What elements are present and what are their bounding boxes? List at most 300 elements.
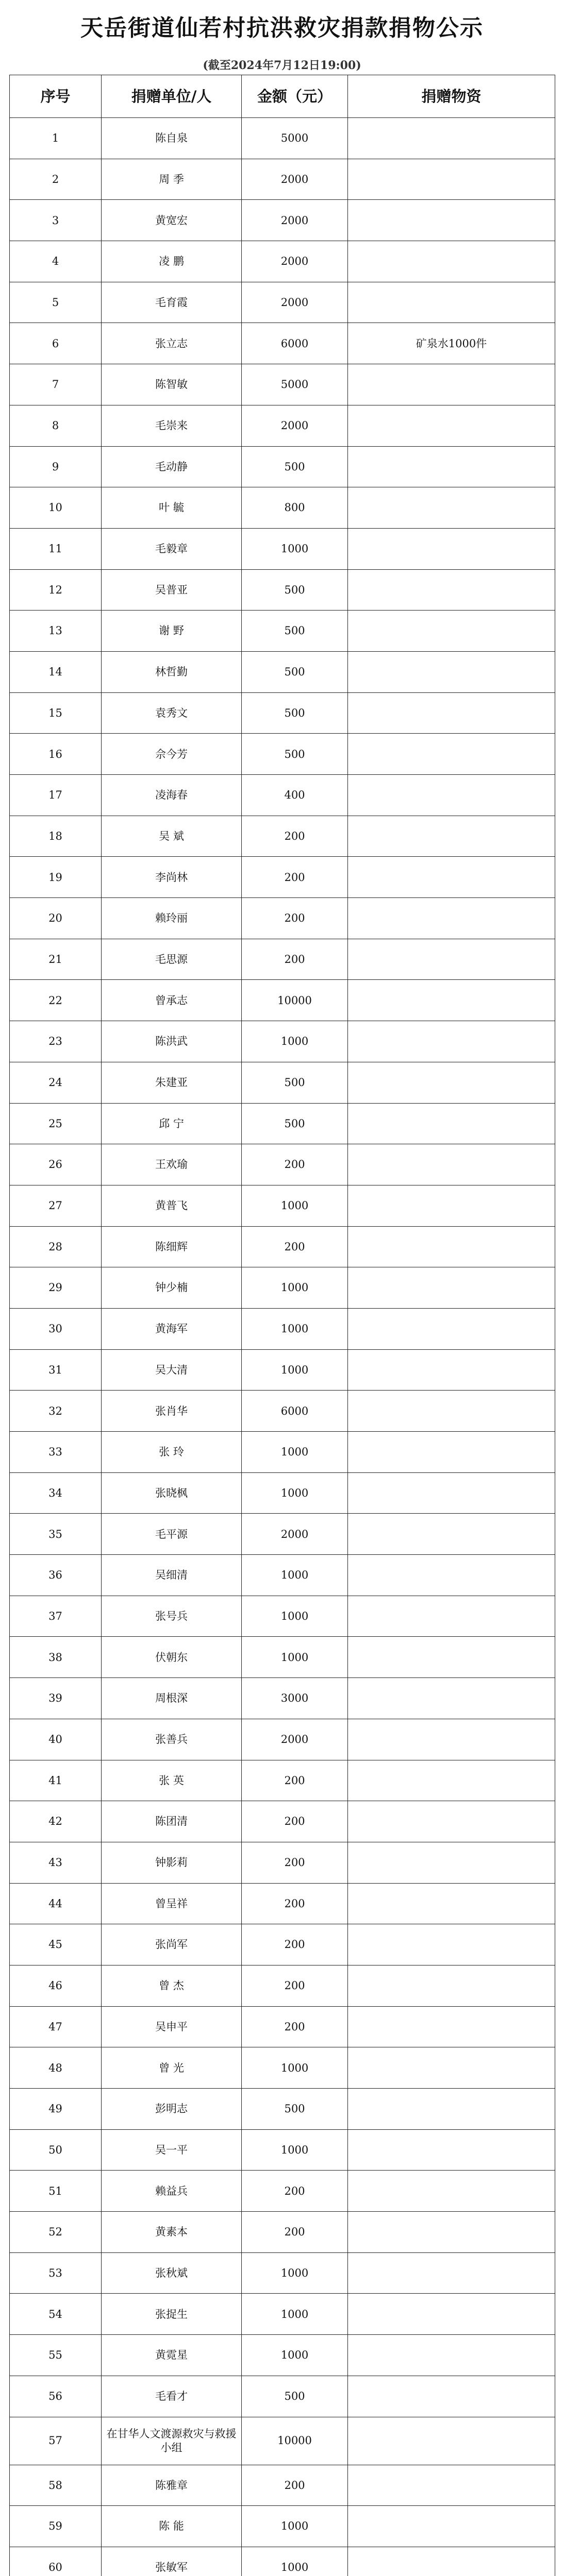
row-number-cell: 48 — [10, 2047, 102, 2089]
amount-cell: 200 — [242, 939, 348, 980]
row-number-cell: 14 — [10, 651, 102, 692]
amount-cell: 500 — [242, 651, 348, 692]
goods-cell — [348, 1719, 555, 1760]
goods-cell — [348, 2417, 555, 2465]
row-number-cell: 10 — [10, 487, 102, 529]
donor-name-cell: 钟少楠 — [102, 1267, 242, 1309]
table-row — [10, 2006, 555, 2047]
table-row — [10, 692, 555, 734]
goods-cell — [348, 118, 555, 159]
table-row — [10, 200, 555, 241]
table-row — [10, 364, 555, 405]
goods-cell — [348, 980, 555, 1021]
table-row — [10, 2506, 555, 2547]
donor-name-cell: 张秋斌 — [102, 2252, 242, 2294]
row-number-cell: 58 — [10, 2465, 102, 2506]
table-row — [10, 775, 555, 816]
row-number-cell: 36 — [10, 1555, 102, 1596]
table-row — [10, 2047, 555, 2089]
amount-cell: 200 — [242, 2212, 348, 2253]
amount-cell: 2000 — [242, 1719, 348, 1760]
row-number-cell: 60 — [10, 2547, 102, 2576]
amount-cell: 2000 — [242, 405, 348, 446]
donor-name-cell: 毛看才 — [102, 2376, 242, 2417]
amount-cell: 800 — [242, 487, 348, 529]
goods-cell — [348, 1391, 555, 1432]
table-row — [10, 1185, 555, 1226]
row-number-cell: 40 — [10, 1719, 102, 1760]
table-row — [10, 1349, 555, 1391]
row-number-cell: 20 — [10, 898, 102, 939]
table-row — [10, 1267, 555, 1309]
goods-cell — [348, 939, 555, 980]
row-number-cell: 54 — [10, 2294, 102, 2335]
amount-cell: 400 — [242, 775, 348, 816]
donor-name-cell: 张尚军 — [102, 1924, 242, 1965]
goods-cell — [348, 569, 555, 611]
amount-cell: 2000 — [242, 282, 348, 323]
donor-name-cell: 谢 野 — [102, 611, 242, 652]
amount-cell: 200 — [242, 2006, 348, 2047]
table-row — [10, 734, 555, 775]
row-number-cell: 49 — [10, 2089, 102, 2130]
table-row — [10, 1842, 555, 1883]
donor-name-cell: 在甘华人文渡源救灾与救援小组 — [102, 2417, 242, 2465]
goods-cell — [348, 1432, 555, 1473]
donor-name-cell: 曾呈祥 — [102, 1883, 242, 1924]
row-number-cell: 33 — [10, 1432, 102, 1473]
donor-name-cell: 吴细清 — [102, 1555, 242, 1596]
donor-name-cell: 陈团清 — [102, 1801, 242, 1842]
row-number-cell: 7 — [10, 364, 102, 405]
amount-cell: 200 — [242, 1226, 348, 1267]
amount-cell: 3000 — [242, 1678, 348, 1719]
row-number-cell: 17 — [10, 775, 102, 816]
amount-cell: 1000 — [242, 1637, 348, 1678]
amount-cell: 1000 — [242, 1432, 348, 1473]
row-number-cell: 45 — [10, 1924, 102, 1965]
table-row — [10, 2171, 555, 2212]
amount-cell: 5000 — [242, 364, 348, 405]
goods-cell — [348, 2376, 555, 2417]
amount-cell: 200 — [242, 857, 348, 898]
goods-cell — [348, 1514, 555, 1555]
goods-cell — [348, 1760, 555, 1801]
table-row — [10, 1062, 555, 1103]
amount-cell: 1000 — [242, 2506, 348, 2547]
column-header-donor: 捐赠单位/人 — [102, 75, 242, 118]
table-row — [10, 1226, 555, 1267]
amount-cell: 1000 — [242, 1267, 348, 1309]
goods-cell — [348, 282, 555, 323]
goods-cell — [348, 1883, 555, 1924]
row-number-cell: 47 — [10, 2006, 102, 2047]
row-number-cell: 50 — [10, 2129, 102, 2171]
amount-cell: 500 — [242, 692, 348, 734]
column-header-number: 序号 — [10, 75, 102, 118]
table-row — [10, 569, 555, 611]
row-number-cell: 13 — [10, 611, 102, 652]
row-number-cell: 3 — [10, 200, 102, 241]
table-row — [10, 282, 555, 323]
row-number-cell: 43 — [10, 1842, 102, 1883]
table-row — [10, 1103, 555, 1144]
donor-name-cell: 黄宽宏 — [102, 200, 242, 241]
donor-name-cell: 黄素本 — [102, 2212, 242, 2253]
amount-cell: 200 — [242, 898, 348, 939]
table-row — [10, 980, 555, 1021]
donor-name-cell: 张 英 — [102, 1760, 242, 1801]
row-number-cell: 52 — [10, 2212, 102, 2253]
donor-name-cell: 吴申平 — [102, 2006, 242, 2047]
table-row — [10, 1021, 555, 1062]
table-row — [10, 1308, 555, 1349]
amount-cell: 1000 — [242, 528, 348, 569]
donor-name-cell: 伏朝东 — [102, 1637, 242, 1678]
table-row — [10, 528, 555, 569]
row-number-cell: 51 — [10, 2171, 102, 2212]
table-row — [10, 2335, 555, 2376]
goods-cell — [348, 2294, 555, 2335]
goods-cell — [348, 857, 555, 898]
page-subtitle: (截至2024年7月12日19:00) — [203, 59, 361, 72]
row-number-cell: 4 — [10, 241, 102, 282]
donor-name-cell: 黄霓星 — [102, 2335, 242, 2376]
table-row — [10, 1555, 555, 1596]
column-header-amount: 金额（元） — [242, 75, 348, 118]
goods-cell — [348, 1144, 555, 1185]
table-row — [10, 2465, 555, 2506]
goods-cell — [348, 1267, 555, 1309]
amount-cell: 1000 — [242, 2335, 348, 2376]
goods-cell — [348, 1308, 555, 1349]
row-number-cell: 21 — [10, 939, 102, 980]
amount-cell: 1000 — [242, 2252, 348, 2294]
table-row — [10, 1719, 555, 1760]
amount-cell: 5000 — [242, 118, 348, 159]
amount-cell: 500 — [242, 446, 348, 487]
amount-cell: 2000 — [242, 241, 348, 282]
donor-name-cell: 张 玲 — [102, 1432, 242, 1473]
row-number-cell: 35 — [10, 1514, 102, 1555]
table-row — [10, 1391, 555, 1432]
table-row — [10, 2089, 555, 2130]
donor-name-cell: 张敏军 — [102, 2547, 242, 2576]
goods-cell — [348, 2089, 555, 2130]
goods-cell — [348, 2506, 555, 2547]
table-header-row — [10, 75, 555, 118]
table-row — [10, 1965, 555, 2006]
table-row — [10, 2294, 555, 2335]
row-number-cell: 34 — [10, 1472, 102, 1514]
amount-cell: 1000 — [242, 1021, 348, 1062]
donor-name-cell: 毛育霞 — [102, 282, 242, 323]
table-row — [10, 118, 555, 159]
donor-name-cell: 曾 杰 — [102, 1965, 242, 2006]
row-number-cell: 19 — [10, 857, 102, 898]
amount-cell: 200 — [242, 1883, 348, 1924]
table-row — [10, 1883, 555, 1924]
goods-cell — [348, 1226, 555, 1267]
goods-cell — [348, 1924, 555, 1965]
amount-cell: 1000 — [242, 1185, 348, 1226]
goods-cell — [348, 2006, 555, 2047]
row-number-cell: 16 — [10, 734, 102, 775]
row-number-cell: 5 — [10, 282, 102, 323]
row-number-cell: 25 — [10, 1103, 102, 1144]
amount-cell: 2000 — [242, 1514, 348, 1555]
donor-name-cell: 曾 光 — [102, 2047, 242, 2089]
amount-cell: 200 — [242, 1801, 348, 1842]
table-body — [10, 118, 555, 2576]
amount-cell: 500 — [242, 1062, 348, 1103]
amount-cell: 500 — [242, 2089, 348, 2130]
table-row — [10, 2376, 555, 2417]
donor-name-cell: 邱 宁 — [102, 1103, 242, 1144]
row-number-cell: 15 — [10, 692, 102, 734]
table-row — [10, 857, 555, 898]
donor-name-cell: 吴一平 — [102, 2129, 242, 2171]
table-row — [10, 159, 555, 200]
row-number-cell: 30 — [10, 1308, 102, 1349]
goods-cell — [348, 159, 555, 200]
row-number-cell: 9 — [10, 446, 102, 487]
goods-cell — [348, 1103, 555, 1144]
goods-cell — [348, 446, 555, 487]
donor-name-cell: 张善兵 — [102, 1719, 242, 1760]
donor-name-cell: 佘今芳 — [102, 734, 242, 775]
table-row — [10, 2252, 555, 2294]
amount-cell: 200 — [242, 1842, 348, 1883]
donor-name-cell: 赖玲丽 — [102, 898, 242, 939]
amount-cell: 1000 — [242, 2047, 348, 2089]
goods-cell — [348, 1842, 555, 1883]
donor-name-cell: 钟影莉 — [102, 1842, 242, 1883]
table-row — [10, 611, 555, 652]
amount-cell: 200 — [242, 1144, 348, 1185]
row-number-cell: 59 — [10, 2506, 102, 2547]
row-number-cell: 2 — [10, 159, 102, 200]
amount-cell: 200 — [242, 1924, 348, 1965]
goods-cell — [348, 200, 555, 241]
donor-name-cell: 凌海春 — [102, 775, 242, 816]
row-number-cell: 6 — [10, 323, 102, 364]
amount-cell: 500 — [242, 734, 348, 775]
column-header-goods: 捐赠物资 — [348, 75, 555, 118]
row-number-cell: 18 — [10, 816, 102, 857]
donor-name-cell: 黄海军 — [102, 1308, 242, 1349]
table-row — [10, 1801, 555, 1842]
row-number-cell: 55 — [10, 2335, 102, 2376]
goods-cell — [348, 2335, 555, 2376]
row-number-cell: 56 — [10, 2376, 102, 2417]
donor-name-cell: 张立志 — [102, 323, 242, 364]
goods-cell — [348, 364, 555, 405]
row-number-cell: 11 — [10, 528, 102, 569]
goods-cell — [348, 1185, 555, 1226]
goods-cell — [348, 2047, 555, 2089]
amount-cell: 6000 — [242, 1391, 348, 1432]
table-row — [10, 2417, 555, 2465]
donor-name-cell: 朱建亚 — [102, 1062, 242, 1103]
row-number-cell: 1 — [10, 118, 102, 159]
table-row — [10, 1596, 555, 1637]
donor-name-cell: 黄普飞 — [102, 1185, 242, 1226]
amount-cell: 1000 — [242, 1555, 348, 1596]
amount-cell: 2000 — [242, 200, 348, 241]
donor-name-cell: 彭明志 — [102, 2089, 242, 2130]
amount-cell: 200 — [242, 1760, 348, 1801]
donor-name-cell: 吴普亚 — [102, 569, 242, 611]
goods-cell — [348, 241, 555, 282]
donor-name-cell: 吴大清 — [102, 1349, 242, 1391]
goods-cell — [348, 692, 555, 734]
donor-name-cell: 陈自泉 — [102, 118, 242, 159]
goods-cell — [348, 611, 555, 652]
donor-name-cell: 陈智敏 — [102, 364, 242, 405]
table-row — [10, 323, 555, 364]
row-number-cell: 53 — [10, 2252, 102, 2294]
row-number-cell: 41 — [10, 1760, 102, 1801]
goods-cell — [348, 405, 555, 446]
amount-cell: 500 — [242, 1103, 348, 1144]
amount-cell: 500 — [242, 2376, 348, 2417]
donor-name-cell: 张捉生 — [102, 2294, 242, 2335]
amount-cell: 10000 — [242, 2417, 348, 2465]
goods-cell — [348, 1349, 555, 1391]
table-row — [10, 2547, 555, 2576]
goods-cell — [348, 816, 555, 857]
goods-cell — [348, 1596, 555, 1637]
table-row — [10, 487, 555, 529]
donor-name-cell: 林哲勤 — [102, 651, 242, 692]
table-row — [10, 1432, 555, 1473]
goods-cell — [348, 2547, 555, 2576]
donor-name-cell: 赖益兵 — [102, 2171, 242, 2212]
goods-cell — [348, 2129, 555, 2171]
row-number-cell: 28 — [10, 1226, 102, 1267]
table-row — [10, 898, 555, 939]
amount-cell: 200 — [242, 816, 348, 857]
table-row — [10, 1514, 555, 1555]
table-row — [10, 405, 555, 446]
amount-cell: 500 — [242, 569, 348, 611]
donor-name-cell: 毛动静 — [102, 446, 242, 487]
table-row — [10, 446, 555, 487]
table-row — [10, 816, 555, 857]
row-number-cell: 37 — [10, 1596, 102, 1637]
amount-cell: 1000 — [242, 2129, 348, 2171]
table-row — [10, 241, 555, 282]
table-row — [10, 651, 555, 692]
row-number-cell: 12 — [10, 569, 102, 611]
donor-name-cell: 陈细辉 — [102, 1226, 242, 1267]
goods-cell — [348, 487, 555, 529]
goods-cell — [348, 2171, 555, 2212]
donor-name-cell: 李尚林 — [102, 857, 242, 898]
row-number-cell: 32 — [10, 1391, 102, 1432]
row-number-cell: 42 — [10, 1801, 102, 1842]
row-number-cell: 27 — [10, 1185, 102, 1226]
donor-name-cell: 毛崇来 — [102, 405, 242, 446]
table-row — [10, 2212, 555, 2253]
goods-cell — [348, 528, 555, 569]
page-title: 天岳街道仙若村抗洪救灾捐款捐物公示 — [80, 15, 484, 41]
amount-cell: 2000 — [242, 159, 348, 200]
goods-cell — [348, 2212, 555, 2253]
table-row — [10, 939, 555, 980]
amount-cell: 200 — [242, 1965, 348, 2006]
goods-cell — [348, 1555, 555, 1596]
goods-cell — [348, 1965, 555, 2006]
table-row — [10, 1637, 555, 1678]
amount-cell: 1000 — [242, 1472, 348, 1514]
table-row — [10, 1472, 555, 1514]
table-row — [10, 2129, 555, 2171]
donor-name-cell: 陈 能 — [102, 2506, 242, 2547]
amount-cell: 10000 — [242, 980, 348, 1021]
amount-cell: 500 — [242, 611, 348, 652]
goods-cell — [348, 1678, 555, 1719]
table-row — [10, 1144, 555, 1185]
table-row — [10, 1678, 555, 1719]
row-number-cell: 39 — [10, 1678, 102, 1719]
amount-cell: 200 — [242, 2171, 348, 2212]
donor-name-cell: 曾承志 — [102, 980, 242, 1021]
row-number-cell: 22 — [10, 980, 102, 1021]
donor-name-cell: 王欢瑜 — [102, 1144, 242, 1185]
row-number-cell: 26 — [10, 1144, 102, 1185]
row-number-cell: 31 — [10, 1349, 102, 1391]
donor-name-cell: 毛平源 — [102, 1514, 242, 1555]
donor-name-cell: 叶 毓 — [102, 487, 242, 529]
goods-cell — [348, 1472, 555, 1514]
amount-cell: 1000 — [242, 1349, 348, 1391]
goods-cell — [348, 1637, 555, 1678]
goods-cell — [348, 1801, 555, 1842]
goods-cell — [348, 2465, 555, 2506]
amount-cell: 200 — [242, 2465, 348, 2506]
amount-cell: 1000 — [242, 2294, 348, 2335]
goods-cell — [348, 898, 555, 939]
goods-cell — [348, 1062, 555, 1103]
goods-cell — [348, 651, 555, 692]
donor-name-cell: 周根深 — [102, 1678, 242, 1719]
goods-cell — [348, 734, 555, 775]
donor-name-cell: 吴 斌 — [102, 816, 242, 857]
amount-cell: 1000 — [242, 1596, 348, 1637]
row-number-cell: 46 — [10, 1965, 102, 2006]
amount-cell: 1000 — [242, 2547, 348, 2576]
row-number-cell: 8 — [10, 405, 102, 446]
goods-cell — [348, 775, 555, 816]
donor-name-cell: 陈雅章 — [102, 2465, 242, 2506]
row-number-cell: 23 — [10, 1021, 102, 1062]
table-row — [10, 1760, 555, 1801]
donor-name-cell: 凌 鹏 — [102, 241, 242, 282]
donor-name-cell: 张号兵 — [102, 1596, 242, 1637]
donor-name-cell: 袁秀文 — [102, 692, 242, 734]
donor-name-cell: 张晓枫 — [102, 1472, 242, 1514]
row-number-cell: 44 — [10, 1883, 102, 1924]
donation-table — [9, 75, 555, 2576]
table-row — [10, 1924, 555, 1965]
goods-cell — [348, 1021, 555, 1062]
row-number-cell: 24 — [10, 1062, 102, 1103]
goods-cell — [348, 2252, 555, 2294]
amount-cell: 6000 — [242, 323, 348, 364]
goods-cell: 矿泉水1000件 — [348, 323, 555, 364]
